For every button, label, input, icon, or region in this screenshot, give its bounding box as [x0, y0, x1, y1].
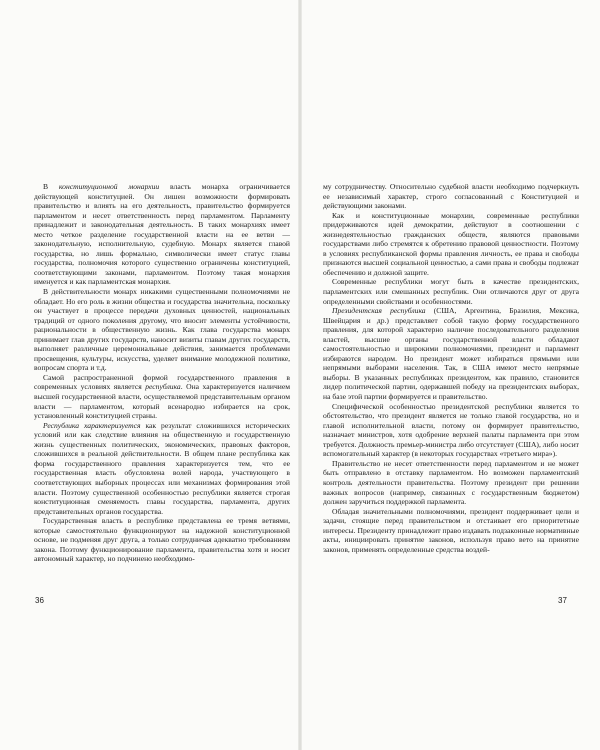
left-page-text [34, 182, 290, 564]
page-number-right: 37 [558, 596, 567, 605]
paragraph: В конституционной монархии власть монарха ограничивается действующей конституцией. Он лишен возможности формировать правительство и влиять на его деятельность, правительство формируется парламентом и несет ответственность перед парламентом. Парламенту принадлежит и законодательная деятельность. В таких монархиях имеет место четкое разделение государственной власти на ее ветви — законодательную, исполнительную, судебную. Монарх является главой государства, но лишь формально, символически имеет статус главы государства, полномочия которого существенно ограничены конституцией, соответствующими законами, парламентом. Поэтому такая монархия именуется и как парламентская монархия. [34, 182, 290, 287]
paragraph: Самой распространенной формой государственного правления в современных условиях является республика. Она характеризуется наличием высшей государственной власти, осуществляемой представительным органом власти — парламентом, который всенародно избирается на срок, установленный конституцией страны. [34, 372, 291, 421]
book-gutter [298, 0, 302, 750]
paragraph: В действительности монарх никакими существенными полномочиями не обладает. Но его роль в жизни общества и государства значительна, поскольку он участвует в процессе передачи духовных ценностей, национальных традиций от одного поколения другому, что вносит элементы устойчивости, рациональности в общественную жизнь. Как глава государства монарх принимает глав других государств, наносит визиты главам других государств, выполняет различные церемониальные действия, занимается проблемами просвещения, культуры, искусства, уделяет внимание молодежной политике, вопросам спорта и т.д. [34, 287, 290, 373]
paragraph: Современные республики могут быть в качестве президентских, парламентских или смешанных республик. Они отличаются друг от друга определенными свойствами и особенностями. [323, 277, 579, 306]
paragraph: Специфической особенностью президентской республики является то обстоятельство, что президент является не только главой государства, но и главой исполнительной власти, потому он формирует правительство, назначает министров, хотя одобрение верхней палаты парламента при этом требуется. Должность премьер-министра либо отсутствует (США), либо носит вспомогательный характер (в некоторых государствах «третьего мира»). [323, 401, 579, 459]
paragraph: Государственная власть в республике представлена ее тремя ветвями, которые самостоятельно функционируют на надежной конституционной основе, не подменяя друг друга, а только сотрудничая адекватно требованиям закона. Поэтому функционирование парламента, правительства хотя и носит автономный характер, но подчинено необходимо- [34, 516, 290, 564]
paragraph: Президентская республика (США, Аргентина, Бразилия, Мексика, Швейцария и др.) представляет собой такую форму государственного правления, для которой характерно наличие последовательного разделения властей, высшие органы государственной власти обладают самостоятельностью и широкими полномочиями, президент и парламент избираются народом. Но президент может избираться прямыми или непрямыми выборами населения. Так, в США имеют место непрямые выборы. В указанных республиках президентом, как правило, становится лидер политической партии, одержавшей победу на президентских выборах, на базе этой партии формируется и правительство. [323, 306, 580, 402]
paragraph: Правительство не несет ответственности перед парламентом и не может быть отправлено в отставку парламентом. Но возможен парламентский контроль деятельности правительства. Поэтому президент при решении важных вопросов (например, связанных с государственным бюджетом) должен заручиться поддержкой парламента. [323, 458, 579, 507]
page-number-left: 36 [35, 596, 44, 605]
paragraph: Как и конституционные монархии, современные республики придерживаются идей демократии, действуют в соотношении с жизнедеятельностью гражданских обществ, являются правовыми государствами либо стремятся к обретению правовой ценностности. Поэтому в условиях республиканской формы правления личность, ее права и свободы признаются высшей социальной ценностью, а сами права и свободы подлежат обеспечению и должной защите. [323, 210, 579, 277]
paragraph: му сотрудничеству. Относительно судебной власти необходимо подчеркнуть ее независимый характер, строго согласованный с Конституцией и действующими законами. [323, 182, 579, 211]
paragraph: Республика характеризуется как результат сложившихся исторических условий или как следствие влияния на общественную и государственную жизнь существенных политических, экономических, правовых факторов, сложившихся в реальной действительности. В общем плане республика как форма государственного правления характеризуется тем, что ее государственная власть обусловлена волей народа, участвующего в соответствующих выборных процессах или механизмах формирования этой власти. Поэтому существенной особенностью республики является строгая конституционная сменяемость главы государства, парламента, других представительных органов государства. [34, 420, 290, 516]
right-page-text [323, 182, 579, 554]
paragraph: Обладая значительными полномочиями, президент поддерживает цели и задачи, стоящие перед правительством и отстаивает его приоритетные интересы. Президенту принадлежит право издавать подзаконные нормативные акты, инициировать принятие законов, используя право вето на принятие законов, применять определенные средства воздей- [323, 506, 579, 554]
